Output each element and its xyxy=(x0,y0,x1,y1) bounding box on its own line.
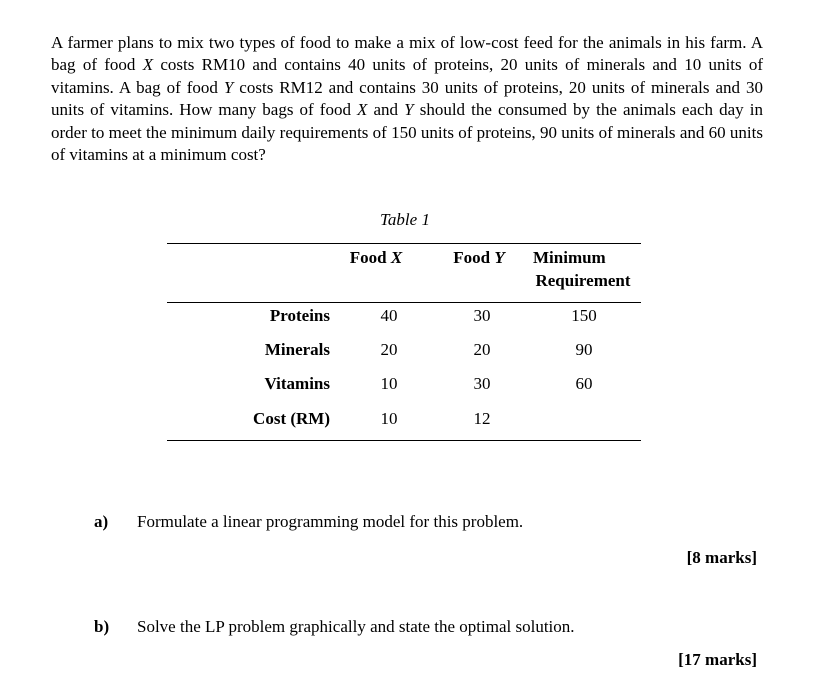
cell-vitamins-x: 10 xyxy=(380,374,398,393)
cell-cost-x: 10 xyxy=(380,409,398,428)
table-caption: Table 1 xyxy=(380,210,430,229)
header-minimum-requirement xyxy=(527,246,639,292)
problem-text-2: costs RM10 and contains 40 units of proteins, 20 units of minerals and 10 units of vitamins. A bag of food xyxy=(51,55,763,97)
cell-minerals-x: 20 xyxy=(380,340,398,359)
cell-proteins-x: 40 xyxy=(380,306,398,325)
question-b-letter: b) xyxy=(94,617,110,636)
cell-minerals-min: 90 xyxy=(575,340,593,359)
header-min-line2: Requirement xyxy=(535,271,631,290)
question-a-letter: a) xyxy=(94,512,109,531)
row-label-vitamins: Vitamins xyxy=(264,374,330,393)
var-x: X xyxy=(142,55,154,75)
problem-statement xyxy=(51,32,763,166)
question-b-marks: [17 marks] xyxy=(678,650,757,669)
header-min-line1: Minimum xyxy=(533,248,606,267)
problem-text-3: costs RM12 and contains 30 units of proteins, 20 units of minerals and 30 units of vitamins. How many bags of food xyxy=(51,77,763,120)
cell-minerals-y: 20 xyxy=(473,340,491,359)
question-a-marks: [8 marks] xyxy=(686,548,757,567)
cell-proteins-y: 30 xyxy=(473,306,491,325)
problem-text-5: should the consumed by the animals each day in order to meet the minimum daily requirements of 150 units of proteins, 90 units of minerals and 60 units of vitamins at a minimum cost? xyxy=(51,100,763,165)
row-label-cost: Cost (RM) xyxy=(253,409,330,428)
question-b-text: Solve the LP problem graphically and state the optimal solution. xyxy=(137,617,575,636)
table-rule-top xyxy=(167,243,641,244)
table-rule-header xyxy=(167,302,641,303)
question-a-text: Formulate a linear programming model for this problem. xyxy=(137,512,524,531)
row-label-proteins: Proteins xyxy=(269,306,330,325)
var-y: Y xyxy=(404,100,414,120)
cell-vitamins-y: 30 xyxy=(473,374,491,393)
cell-cost-y: 12 xyxy=(473,409,491,428)
table-rule-bottom xyxy=(167,440,641,441)
header-food-y: Food Y xyxy=(453,248,505,267)
cell-vitamins-min: 60 xyxy=(575,374,593,393)
problem-text-4: and xyxy=(367,100,405,120)
var-y: Y xyxy=(223,77,234,97)
row-label-minerals: Minerals xyxy=(264,340,330,359)
header-food-x: Food X xyxy=(349,248,403,267)
var-x: X xyxy=(357,100,368,120)
problem-text-1: A farmer plans to mix two types of food to make a mix of low-cost feed for the animals in his farm. A bag of food xyxy=(51,33,763,75)
cell-proteins-min: 150 xyxy=(571,306,597,325)
